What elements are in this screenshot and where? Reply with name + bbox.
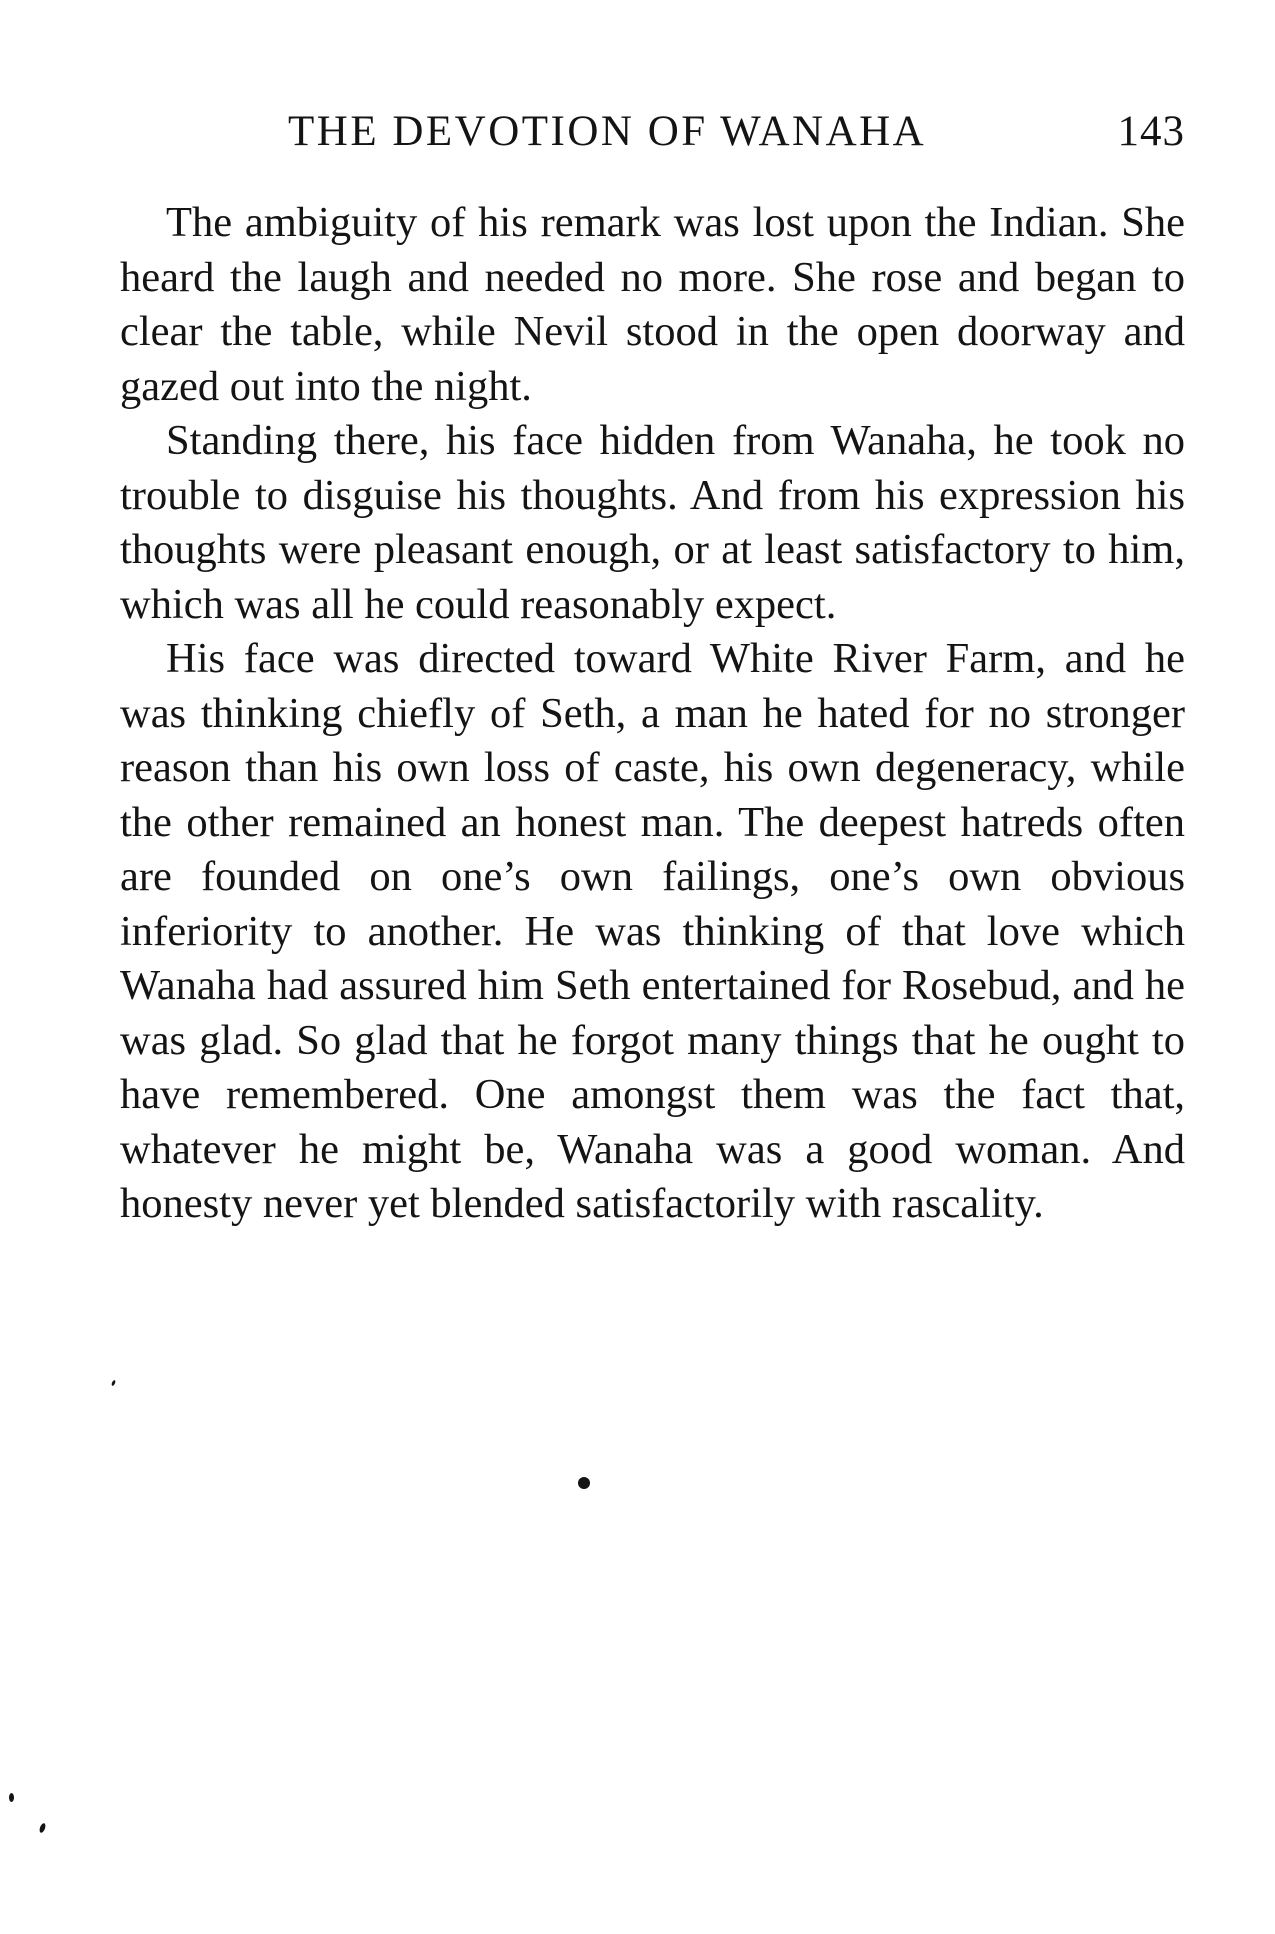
paragraph-1: The ambiguity of his remark was lost upon the Indian. She heard the laugh and needed no more. She rose and began to clear the table, while Nevil stood in the open doorway and gazed out into the night. (120, 199, 1185, 410)
print-speck (38, 1822, 46, 1833)
paragraph-2: Standing there, his face hidden from Wanaha, he took no trouble to disguise his thoughts. And from his expression his thoughts were pleasant enough, or at least satisfactory to him, which was all he could reasonably expect. (120, 417, 1185, 628)
print-speck (9, 1793, 14, 1802)
page-number: 143 (1117, 108, 1185, 155)
print-speck (111, 1380, 116, 1387)
section-end-ornament (578, 1477, 590, 1489)
running-title: THE DEVOTION OF WANAHA (288, 108, 927, 155)
paragraph-3: His face was directed toward White River Farm, and he was thinking chiefly of Seth, a man he hated for no stronger reason than his own loss of caste, his own degeneracy, while the other remained an honest man. The deepest hatreds often are founded on one’s own failings, one’s own obvious inferiority to another. He was thinking of that love which Wanaha had assured him Seth entertained for Rosebud, and he was glad. So glad that he forgot many things that he ought to have remembered. One amongst them was the fact that, whatever he might be, Wanaha was a good woman. And honesty never yet blended satisfactorily with rascality. (120, 635, 1185, 1227)
body-text (120, 196, 1185, 1232)
running-head (120, 102, 1185, 162)
